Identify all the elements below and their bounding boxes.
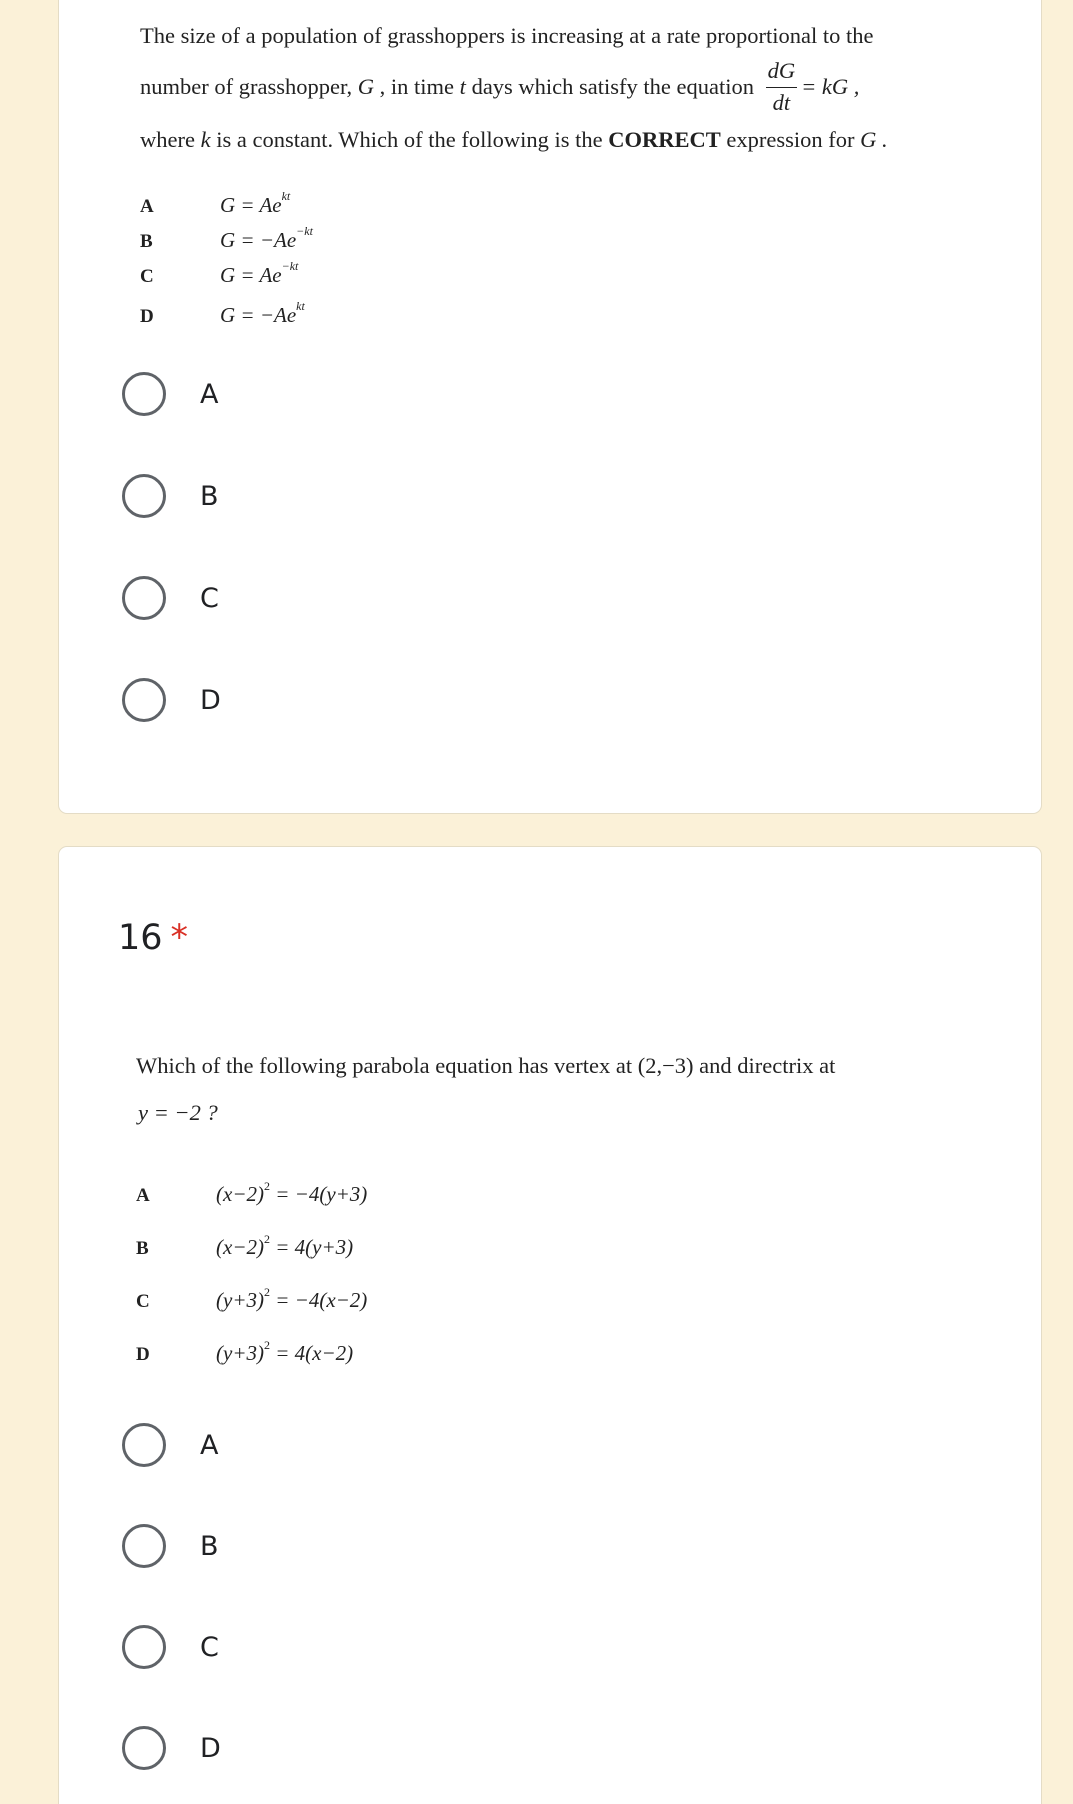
q16-radio-b[interactable]: B [122,1524,219,1568]
q15-radio-d[interactable]: D [122,678,221,722]
radio-button[interactable] [122,678,166,722]
radio-button[interactable] [122,1423,166,1467]
radio-button[interactable] [122,372,166,416]
vertex-value: (2,−3) [637,1053,694,1078]
q15-radio-a[interactable]: A [122,372,218,416]
radio-button[interactable] [122,474,166,518]
q16-radio-c[interactable]: C [122,1625,219,1669]
radio-button[interactable] [122,1625,166,1669]
q16-radio-a[interactable]: A [122,1423,218,1467]
q15-radio-c[interactable]: C [122,576,219,620]
q15-text-line-3: where k is a constant. Which of the following is the CORRECT expression for G . [140,127,888,152]
radio-button[interactable] [122,576,166,620]
required-asterisk: * [170,918,189,958]
q15-text-line-2: number of grasshopper, G , in time t days which satisfy the equation $\frac{dG}{dt}$ = kG , [140,58,860,115]
radio-button[interactable] [122,1524,166,1568]
q16-text-line-2: y = −2 ? [138,1100,218,1125]
q16-text-line-1: Which of the following parabola equation has vertex at (2,−3) and directrix at [136,1053,836,1078]
radio-button[interactable] [122,1726,166,1770]
q15-text-line-1: The size of a population of grasshoppers is increasing at a rate proportional to the [140,23,874,48]
question-number: 16 * [118,918,189,958]
dg-dt-fraction: $\frac{dG}{dt}$ [767,58,796,115]
q15-radio-b[interactable]: B [122,474,219,518]
q16-radio-d[interactable]: D [122,1726,221,1770]
